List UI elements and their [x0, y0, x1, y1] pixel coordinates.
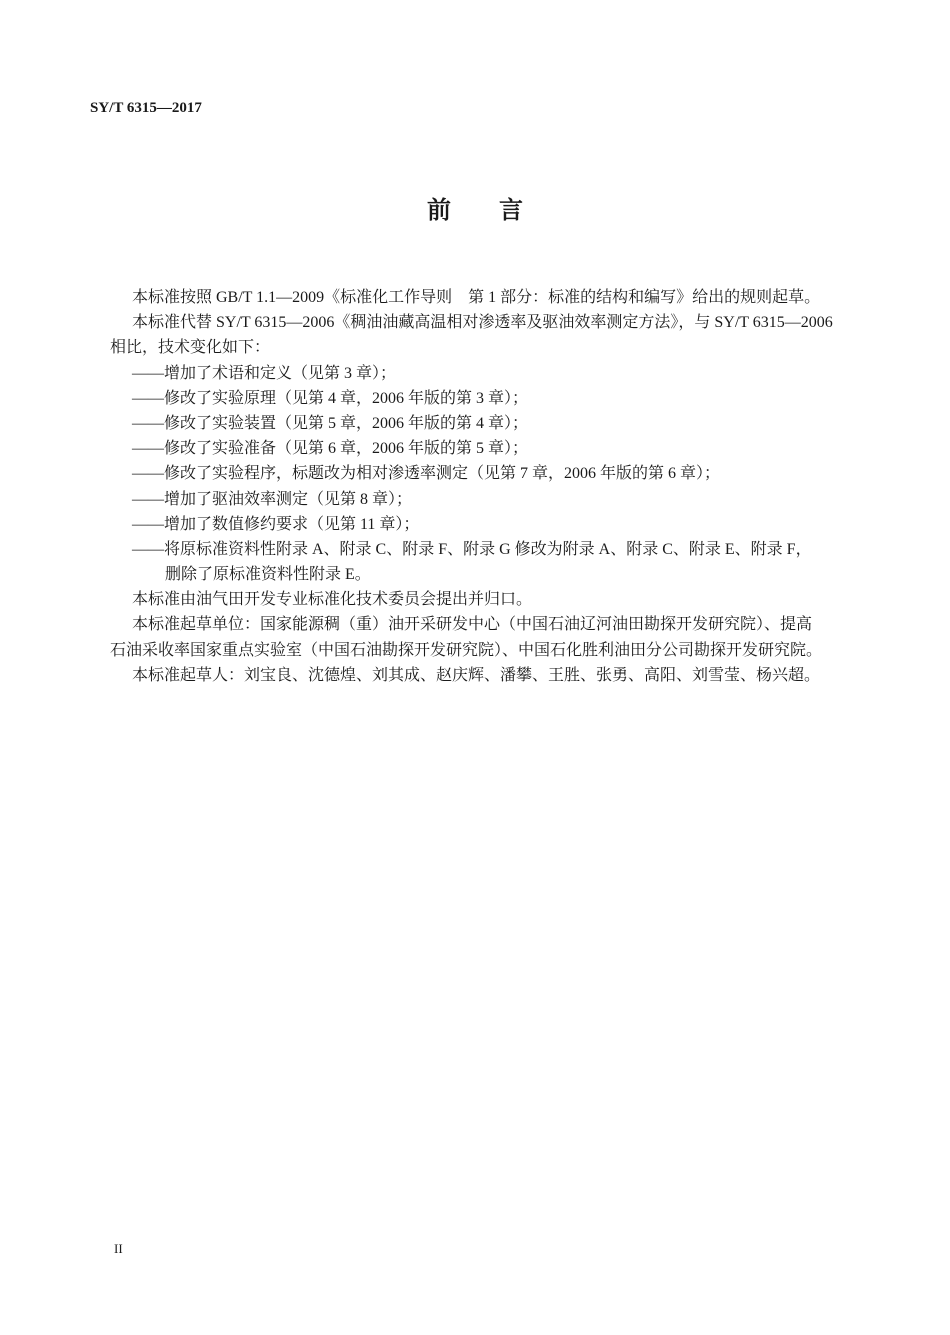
list-item: ——修改了实验准备（见第 6 章，2006 年版的第 5 章）； — [132, 440, 529, 458]
page-number: II — [114, 1241, 123, 1256]
paragraph-line: 本标准由油气田开发专业标准化技术委员会提出并归口。 — [132, 591, 533, 609]
list-item-continuation: 删除了原标准资料性附录 E。 — [165, 566, 371, 584]
paragraph-line: 石油采收率国家重点实验室（中国石油勘探开发研究院）、中国石化胜利油田分公司勘探开发研究院。 — [110, 641, 823, 659]
foreword-body — [110, 285, 840, 688]
paragraph-line: 本标准起草人：刘宝良、沈德煌、刘其成、赵庆辉、潘攀、王胜、张勇、高阳、刘雪莹、杨兴超。 — [132, 666, 821, 684]
standard-number-header: SY/T 6315—2017 — [90, 100, 202, 116]
list-item: ——将原标准资料性附录 A、附录 C、附录 F、附录 G 修改为附录 A、附录 C、附录 E、附录 F， — [132, 540, 812, 558]
paragraph-line: 本标准按照 GB/T 1.1—2009《标准化工作导则 第 1 部分：标准的结构和编写》给出的规则起草。 — [132, 289, 821, 306]
paragraph-line: 本标准代替 SY/T 6315—2006《稠油油藏高温相对渗透率及驱油效率测定方法》，与 SY/T 6315—2006 — [132, 314, 833, 332]
list-item: ——增加了数值修约要求（见第 11 章）； — [132, 515, 420, 533]
list-item: ——修改了实验原理（见第 4 章，2006 年版的第 3 章）； — [132, 389, 529, 407]
paragraph-line: 本标准起草单位：国家能源稠（重）油开采研发中心（中国石油辽河油田勘探开发研究院）、提高 — [132, 616, 813, 634]
list-item: ——修改了实验程序，标题改为相对渗透率测定（见第 7 章，2006 年版的第 6 章）； — [132, 465, 721, 483]
list-item: ——增加了术语和定义（见第 3 章）； — [132, 364, 397, 382]
page-title: 前言 — [427, 198, 571, 224]
list-item: ——修改了实验装置（见第 5 章，2006 年版的第 4 章）； — [132, 414, 529, 432]
paragraph-line: 相比，技术变化如下： — [110, 339, 271, 357]
list-item: ——增加了驱油效率测定（见第 8 章）； — [132, 490, 413, 508]
